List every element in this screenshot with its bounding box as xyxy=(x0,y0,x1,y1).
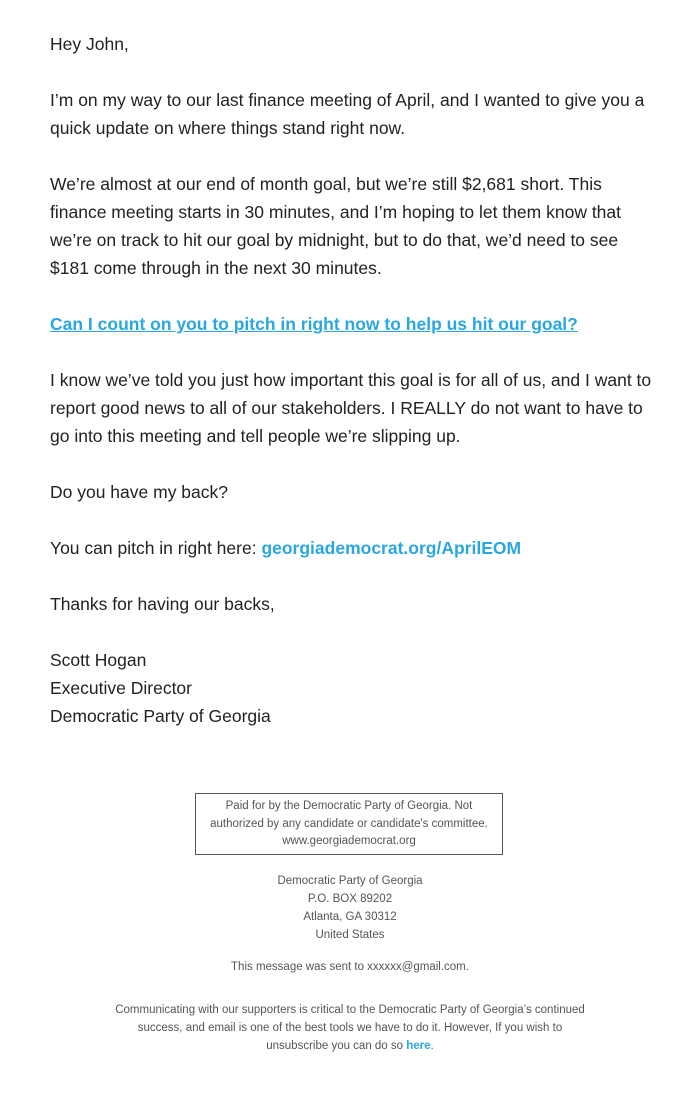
signature-title: Executive Director xyxy=(50,678,192,698)
closing: Thanks for having our backs, xyxy=(50,594,275,614)
question: Do you have my back? xyxy=(50,482,229,502)
disclaimer-url: www.georgiademocrat.org xyxy=(282,835,416,847)
paragraph-1: I’m on my way to our last finance meeting of April, and I wanted to give you a quick update on where things stand right now. xyxy=(50,90,645,138)
unsubscribe-line-2: success, and email is one of the best tools we have to do it. However, If you wish to xyxy=(137,1022,563,1034)
paragraph-3: I know we’ve told you just how important this goal is for all of us, and I want to report good news to all of our stakeholders. I REALLY do not want to have to go into this meeting and tell people we’re slipping up. xyxy=(50,370,652,446)
paragraph-2: We’re almost at our end of month goal, but we’re still $2,681 short. This finance meeting starts in 30 minutes, and I’m hoping to let them know that we’re on track to hit our goal by midnight, but to do that, we’d need to see $181 come through in the next 30 minutes. xyxy=(50,174,622,278)
email-body xyxy=(50,30,660,730)
greeting: Hey John, xyxy=(50,34,129,54)
disclaimer-line-2: authorized by any candidate or candidate's committee. xyxy=(210,817,488,830)
unsubscribe-link[interactable]: here xyxy=(406,1040,431,1052)
address-box: P.O. BOX 89202 xyxy=(307,893,393,905)
address-org: Democratic Party of Georgia xyxy=(277,875,423,887)
disclaimer-line-1: Paid for by the Democratic Party of Georgia. Not xyxy=(225,800,473,812)
paid-for-disclaimer xyxy=(195,793,503,855)
pitch-link[interactable]: georgiademocrat.org/AprilEOM xyxy=(261,538,522,558)
unsubscribe-notice xyxy=(100,1001,600,1055)
signature-org: Democratic Party of Georgia xyxy=(50,706,271,726)
donate-cta-link[interactable]: Can I count on you to pitch in right now to help us hit our goal? xyxy=(50,314,578,334)
unsubscribe-prefix: unsubscribe you can do so xyxy=(266,1040,407,1052)
cta-paragraph xyxy=(50,310,660,338)
unsubscribe-line-1: Communicating with our supporters is critical to the Democratic Party of Georgia’s continued xyxy=(115,1004,585,1016)
mailing-address xyxy=(0,872,700,944)
signature-name: Scott Hogan xyxy=(50,650,147,670)
pitch-paragraph xyxy=(50,534,660,562)
sent-to-notice: This message was sent to xxxxxx@gmail.com. xyxy=(231,961,469,973)
address-country: United States xyxy=(315,929,385,941)
unsubscribe-end: . xyxy=(430,1040,434,1052)
pitch-prefix: You can pitch in right here: xyxy=(50,538,262,558)
unsubscribe-line-3 xyxy=(100,1037,600,1055)
address-city: Atlanta, GA 30312 xyxy=(303,911,397,923)
